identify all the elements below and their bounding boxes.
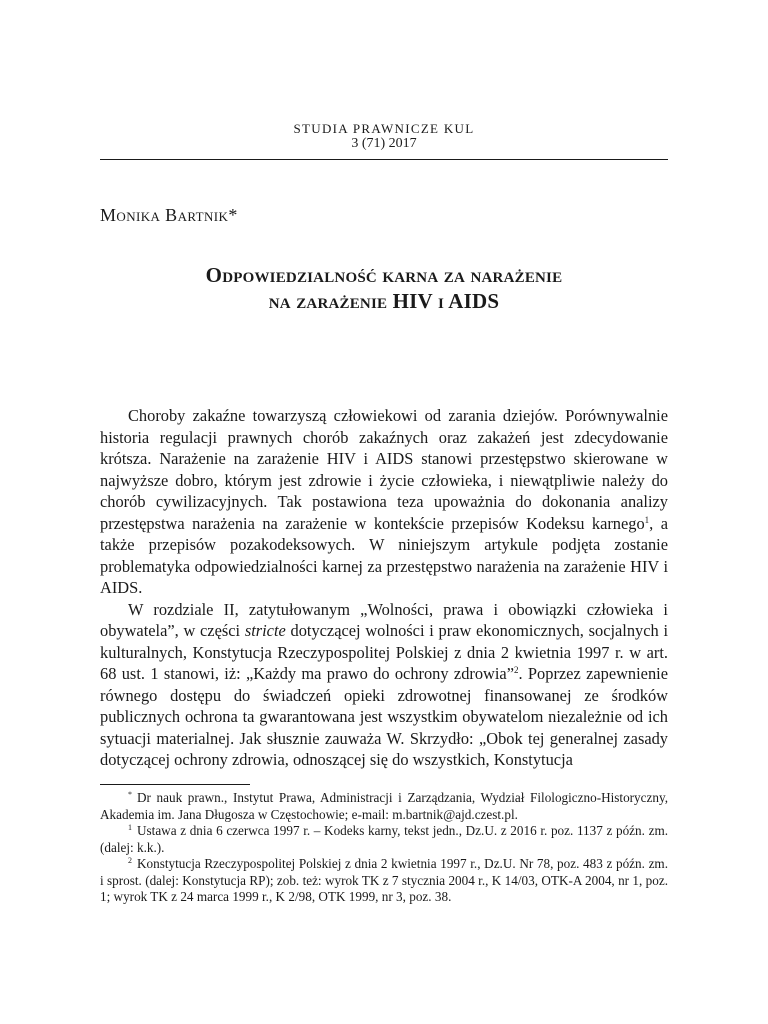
- footnote-text: Dr nauk prawn., Instytut Prawa, Administracji i Zarządzania, Wydział Filologiczno-Historyczny, Akademia im. Jana Długosza w Częstochowie; e-mail: m.bartnik@ajd.czest.pl.: [100, 790, 668, 822]
- journal-name: STUDIA PRAWNICZE KUL: [293, 121, 475, 136]
- paragraph-2-italic: stricte: [244, 621, 286, 640]
- footnote-ref-1: 1: [644, 514, 650, 525]
- article-body: [100, 405, 668, 771]
- paragraph-1-text-b: , a także przepisów pozakodeksowych. W niniejszym artykule podjęta zostanie problematyka odpowiedzialności karnej za przestępstwo narażenia na zarażenie HIV i AIDS.: [100, 513, 668, 597]
- issue-number: 3 (71) 2017: [351, 136, 417, 151]
- footnote-marker: *: [128, 790, 132, 799]
- title-line-2: na zarażenie HIV i AIDS: [268, 289, 500, 313]
- footnote: [100, 790, 668, 823]
- title-line-1: Odpowiedzialność karna za narażenie: [205, 263, 563, 287]
- header-divider: [100, 159, 668, 160]
- footnote-divider: [100, 784, 250, 785]
- footnote-ref-2: 2: [513, 665, 519, 675]
- footnote: [100, 856, 668, 906]
- author-footnote-marker: *: [228, 205, 238, 225]
- footnote-text: Konstytucja Rzeczypospolitej Polskiej z dnia 2 kwietnia 1997 r., Dz.U. Nr 78, poz. 483 z późn. zm. i sprost. (dalej: Konstytucja RP); zob. też: wyrok TK z 7 stycznia 2004 r., K 14/03, OTK-A 2004, nr 1, poz. 1; wyrok TK z 24 marca 1999 r., K 2/98, OTK 1999, nr 3, poz. 38.: [100, 856, 668, 904]
- footnotes: [100, 790, 668, 906]
- running-header: [100, 121, 668, 151]
- article-title: [100, 262, 668, 314]
- footnote-text: Ustawa z dnia 6 czerwca 1997 r. – Kodeks karny, tekst jedn., Dz.U. z 2016 r. poz. 1137 z późn. zm. (dalej: k.k.).: [100, 823, 668, 855]
- paragraph-2-text-a: W rozdziale II, zatytułowanym „Wolności, prawa i obowiązki człowieka i obywatela”, w części: [100, 599, 668, 640]
- author-name: Monika Bartnik: [100, 205, 229, 225]
- paragraph-2-text-b: dotyczącej wolności i praw ekonomicznych, socjalnych i kulturalnych, Konstytucja Rzeczypospolitej Polskiej z dnia 2 kwietnia 1997 r. w art. 68 ust. 1 stanowi, iż: „Każdy ma prawo do ochrony zdrowia”: [100, 621, 669, 683]
- paragraph-1: [100, 405, 668, 599]
- footnote: [100, 823, 668, 856]
- paragraph-2: [100, 599, 668, 771]
- footnote-marker: 1: [128, 823, 132, 832]
- paragraph-1-text-a: Choroby zakaźne towarzyszą człowiekowi od zarania dziejów. Porównywalnie historia regulacji prawnych chorób zakaźnych oraz zakażeń jest zdecydowanie krótsza. Narażenie na zarażenie HIV i AIDS stanowi przestępstwo skierowane w najwyższe dobro, którym jest zdrowie i życie człowieka, i niewątpliwie należy do chorób cywilizacyjnych. Tak postawiona teza upoważnia do dokonania analizy przestępstwa narażenia na zarażenie w kontekście przepisów Kodeksu karnego: [100, 406, 668, 533]
- paragraph-2-text-c: . Poprzez zapewnienie równego dostępu do świadczeń opieki zdrowotnej finansowanej ze środków publicznych ochrona ta gwarantowana jest wszystkim obywatelom niezależnie od ich sytuacji materialnej. Jak słusznie zauważa W. Skrzydło: „Obok tej generalnej zasady dotyczącej ochrony zdrowia, odnoszącej się do wszystkich, Konstytucja: [100, 664, 668, 769]
- author: [100, 205, 238, 226]
- footnote-marker: 2: [128, 856, 132, 865]
